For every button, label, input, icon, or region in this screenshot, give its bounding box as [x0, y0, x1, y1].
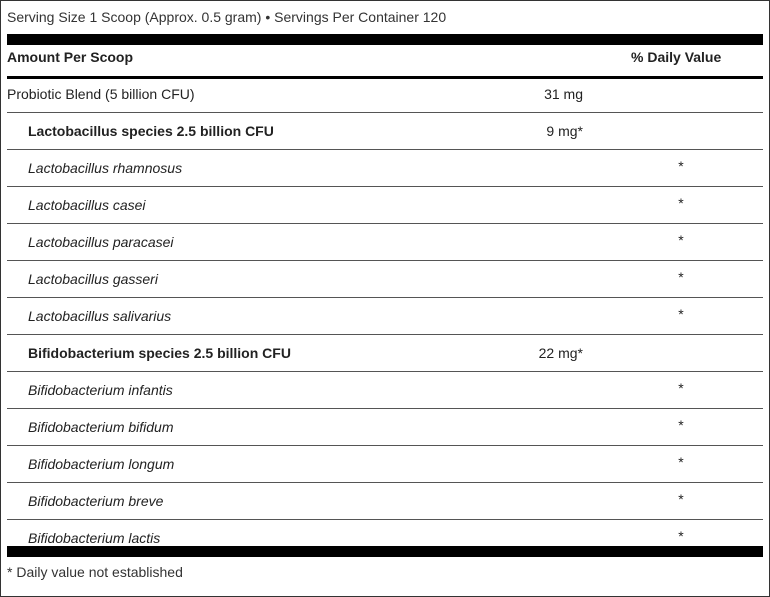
table-header — [7, 45, 763, 79]
ingredient-daily-value: * — [678, 528, 684, 544]
ingredient-row — [7, 446, 763, 483]
daily-value-header: % Daily Value — [631, 49, 722, 65]
ingredient-row — [7, 335, 763, 372]
ingredient-name: Lactobacillus casei — [28, 197, 146, 213]
ingredient-daily-value: * — [678, 380, 684, 396]
top-divider-bar — [7, 34, 763, 45]
ingredient-row — [7, 298, 763, 335]
ingredient-name: Lactobacillus gasseri — [28, 271, 158, 287]
ingredient-name: Lactobacillus rhamnosus — [28, 160, 183, 176]
serving-info: Serving Size 1 Scoop (Approx. 0.5 gram) • Servings Per Container 120 — [7, 9, 447, 25]
ingredient-daily-value: * — [678, 306, 684, 322]
ingredient-daily-value: * — [678, 232, 684, 248]
ingredient-row — [7, 483, 763, 520]
ingredient-row — [7, 76, 763, 113]
footnote: * Daily value not established — [7, 564, 183, 580]
ingredient-daily-value: * — [678, 158, 684, 174]
ingredient-amount: 22 mg* — [538, 345, 583, 361]
ingredient-row — [7, 372, 763, 409]
ingredient-name: Lactobacillus species 2.5 billion CFU — [28, 123, 274, 139]
ingredient-name: Probiotic Blend (5 billion CFU) — [7, 86, 195, 102]
amount-per-scoop-header: Amount Per Scoop — [7, 49, 134, 65]
ingredient-row — [7, 224, 763, 261]
ingredient-row — [7, 150, 763, 187]
bottom-divider-bar — [7, 546, 763, 557]
ingredient-name: Lactobacillus paracasei — [28, 234, 174, 250]
ingredient-daily-value: * — [678, 454, 684, 470]
ingredient-daily-value: * — [678, 269, 684, 285]
ingredient-name: Bifidobacterium bifidum — [28, 419, 174, 435]
ingredient-amount: 31 mg — [544, 86, 583, 102]
ingredient-row — [7, 409, 763, 446]
ingredient-name: Bifidobacterium lactis — [28, 530, 161, 546]
ingredient-row — [7, 261, 763, 298]
ingredient-row — [7, 187, 763, 224]
ingredient-name: Bifidobacterium breve — [28, 493, 164, 509]
ingredient-name: Bifidobacterium species 2.5 billion CFU — [28, 345, 291, 361]
ingredient-row — [7, 113, 763, 150]
ingredient-daily-value: * — [678, 491, 684, 507]
ingredient-amount: 9 mg* — [546, 123, 583, 139]
ingredient-daily-value: * — [678, 195, 684, 211]
ingredient-rows — [7, 76, 763, 556]
ingredient-name: Lactobacillus salivarius — [28, 308, 172, 324]
ingredient-name: Bifidobacterium infantis — [28, 382, 173, 398]
ingredient-daily-value: * — [678, 417, 684, 433]
ingredient-name: Bifidobacterium longum — [28, 456, 175, 472]
